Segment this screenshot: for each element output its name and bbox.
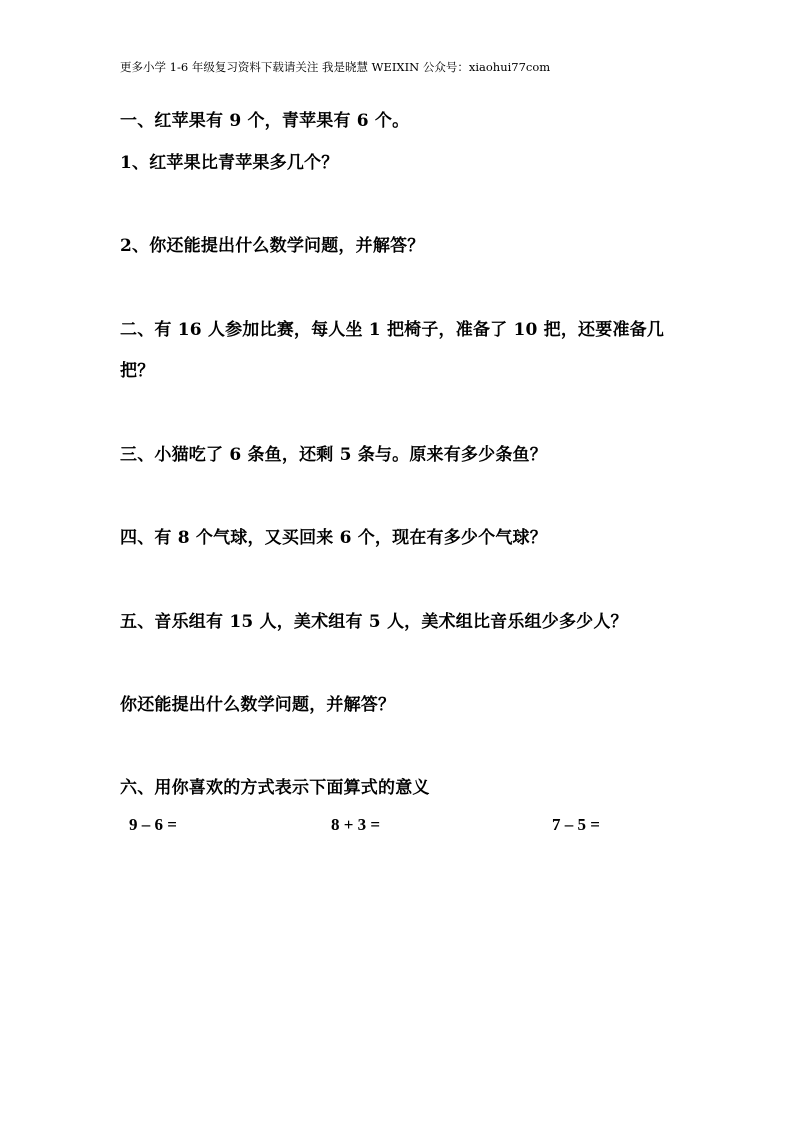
question-4: 四、有 8 个气球，又买回来 6 个，现在有多少个气球？ xyxy=(120,528,547,548)
question-6: 六、用你喜欢的方式表示下面算式的意义 xyxy=(120,778,430,798)
question-5-followup: 你还能提出什么数学问题，并解答？ xyxy=(120,695,396,715)
question-3: 三、小猫吃了 6 条鱼，还剩 5 条与。原来有多少条鱼？ xyxy=(120,445,547,465)
equation-3: 7 – 5 = xyxy=(552,815,600,834)
page-header: 更多小学 1-6 年级复习资料下载请关注 我是晓慧 WEIXIN 公众号：xiaohui77com xyxy=(120,60,551,74)
question-5: 五、音乐组有 15 人，美术组有 5 人，美术组比音乐组少多少人？ xyxy=(120,612,628,632)
question-2-line-1: 二、有 16 人参加比赛，每人坐 1 把椅子，准备了 10 把，还要准备几 xyxy=(120,320,665,340)
question-1-part-1: 1、红苹果比青苹果多几个？ xyxy=(120,153,339,173)
equation-2: 8 + 3 = xyxy=(331,815,381,834)
question-2-line-2: 把？ xyxy=(120,361,155,381)
question-1-intro: 一、红苹果有 9 个，青苹果有 6 个。 xyxy=(120,111,410,131)
question-1-part-2: 2、你还能提出什么数学问题，并解答？ xyxy=(120,236,425,256)
equation-1: 9 – 6 = xyxy=(129,815,177,834)
equation-row xyxy=(0,815,793,839)
